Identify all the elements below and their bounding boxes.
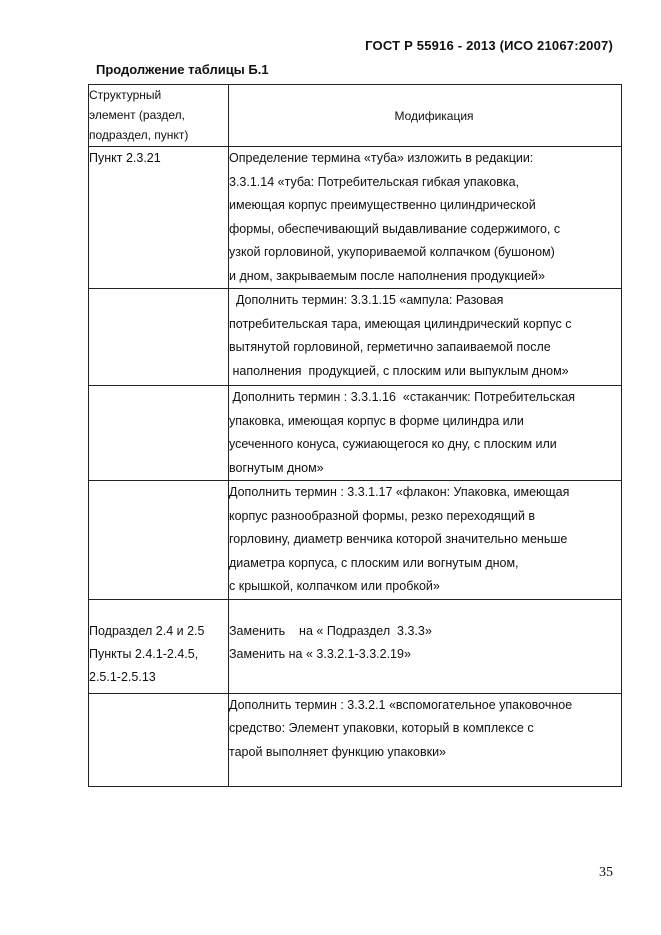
table-row bbox=[89, 693, 622, 786]
modification-line: 3.3.1.14 «туба: Потребительская гибкая упаковка, bbox=[229, 174, 520, 189]
modification-line: Дополнить термин : 3.3.1.17 «флакон: Упаковка, имеющая bbox=[229, 485, 570, 499]
structure-element-text: 2.5.1-2.5.13 bbox=[89, 669, 156, 684]
modification-line: Заменить на « Подраздел 3.3.3» bbox=[229, 623, 432, 638]
modification-line: наполнения продукцией, с плоским или выпуклым дном» bbox=[229, 363, 569, 378]
table-row bbox=[89, 481, 622, 600]
modification-cell bbox=[229, 599, 622, 693]
table-row bbox=[89, 599, 622, 693]
table-row bbox=[89, 289, 622, 386]
modification-cell bbox=[229, 147, 622, 289]
modification-line: Дополнить термин : 3.3.2.1 «вспомогательное упаковочное bbox=[229, 697, 573, 712]
header-structure-line: Структурный bbox=[89, 88, 162, 102]
table-header-row bbox=[89, 85, 622, 147]
header-structure-cell bbox=[89, 85, 229, 147]
modification-cell bbox=[229, 386, 622, 481]
modification-line: потребительская тара, имеющая цилиндрический корпус с bbox=[229, 316, 572, 331]
header-modification-label: Модификация bbox=[394, 108, 474, 123]
modification-line: корпус разнообразной формы, резко переходящий в bbox=[229, 508, 536, 523]
structure-element-cell bbox=[89, 693, 229, 786]
structure-element-text: Пункты 2.4.1-2.4.5, bbox=[89, 646, 199, 661]
modification-line: узкой горловиной, укупориваемой колпачком (бушоном) bbox=[229, 245, 555, 259]
modification-line: Дополнить термин : 3.3.1.16 «стаканчик: Потребительская bbox=[229, 390, 576, 404]
modification-line: и дном, закрываемым после наполнения продукцией» bbox=[229, 268, 545, 283]
modification-line: средство: Элемент упаковки, который в комплексе с bbox=[229, 721, 534, 735]
modification-line: усеченного конуса, сужиающегося ко дну, с плоским или bbox=[229, 437, 557, 451]
modification-line: Заменить на « 3.3.2.1-3.3.2.19» bbox=[229, 647, 411, 661]
structure-element-cell bbox=[89, 386, 229, 481]
modification-line: с крышкой, колпачком или пробкой» bbox=[229, 579, 440, 593]
modification-table bbox=[88, 84, 622, 787]
structure-element-cell bbox=[89, 481, 229, 600]
structure-element-text: Подраздел 2.4 и 2.5 bbox=[89, 623, 205, 638]
header-modification-cell bbox=[229, 85, 622, 147]
modification-line: имеющая корпус преимущественно цилиндрической bbox=[229, 198, 536, 212]
modification-cell bbox=[229, 481, 622, 600]
modification-cell bbox=[229, 693, 622, 786]
modification-line: упаковка, имеющая корпус в форме цилиндра или bbox=[229, 413, 524, 428]
modification-line: Определение термина «туба» изложить в редакции: bbox=[229, 151, 534, 165]
modification-line: тарой выполняет функцию упаковки» bbox=[229, 744, 446, 759]
modification-cell bbox=[229, 289, 622, 386]
structure-element-cell bbox=[89, 599, 229, 693]
header-structure-line: подраздел, пункт) bbox=[89, 128, 189, 142]
structure-element-text: Пункт 2.3.21 bbox=[89, 151, 161, 165]
modification-line: формы, обеспечивающий выдавливание содержимого, с bbox=[229, 221, 561, 236]
structure-element-cell bbox=[89, 289, 229, 386]
modification-line: диаметра корпуса, с плоским или вогнутым дном, bbox=[229, 555, 519, 570]
modification-line: вогнутым дном» bbox=[229, 460, 324, 475]
modification-line: вытянутой горловиной, герметично запаиваемой после bbox=[229, 340, 551, 354]
page-number: 35 bbox=[599, 865, 613, 880]
table-row bbox=[89, 147, 622, 289]
table-row bbox=[89, 386, 622, 481]
modification-line: горловину, диаметр венчика которой значительно меньше bbox=[229, 532, 568, 546]
document-code-header: ГОСТ Р 55916 - 2013 (ИСО 21067:2007) bbox=[365, 38, 613, 53]
structure-element-cell bbox=[89, 147, 229, 289]
header-structure-line: элемент (раздел, bbox=[89, 108, 185, 122]
table-caption: Продолжение таблицы Б.1 bbox=[96, 62, 269, 77]
modification-line: Дополнить термин: 3.3.1.15 «ампула: Разовая bbox=[229, 293, 504, 307]
